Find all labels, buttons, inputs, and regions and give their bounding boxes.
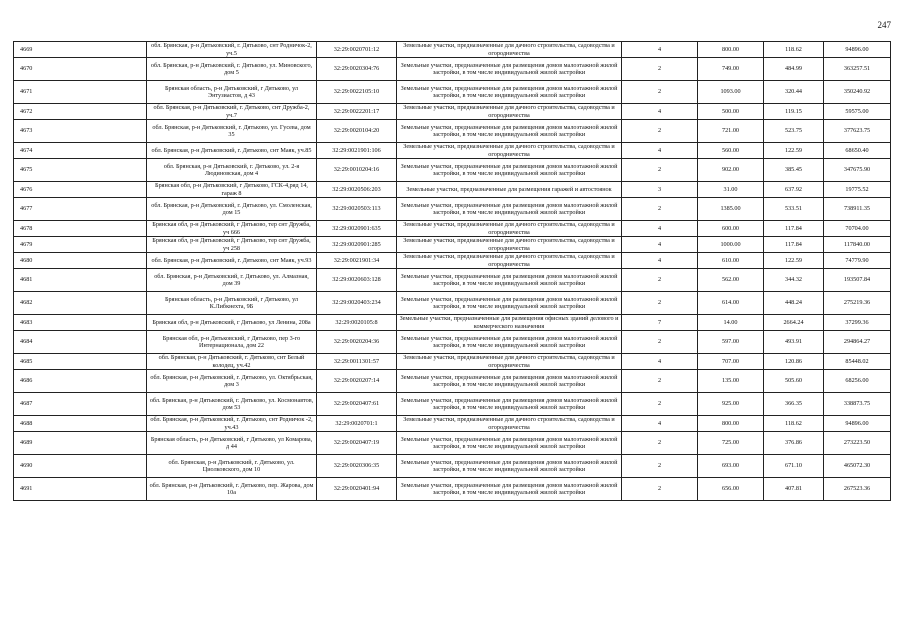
cadastral-value-cell: 267523.36 — [824, 478, 891, 501]
row-number: 4680 — [14, 253, 147, 269]
address-cell: обл. Брянская, р-н Дятьковский, г. Дятьково, ул. Октябрьская, дом 3 — [147, 370, 317, 393]
area-cell: 1093.00 — [698, 81, 764, 104]
table-row — [14, 143, 891, 159]
cadastral-value-cell: 350240.92 — [824, 81, 891, 104]
cadastral-number-cell: 32:29:0020503:113 — [317, 198, 397, 221]
table-row — [14, 159, 891, 182]
cadastral-value-cell: 94896.00 — [824, 416, 891, 432]
table-row — [14, 354, 891, 370]
area-cell: 1385.00 — [698, 198, 764, 221]
address-cell: обл. Брянская, р-н Дятьковский, г. Дятьково, снт Маяк, уч.93 — [147, 253, 317, 269]
cadastral-number-cell: 32:29:0020105:8 — [317, 315, 397, 331]
cadastral-value-cell: 70704.00 — [824, 221, 891, 237]
cadastral-value-cell: 294864.27 — [824, 331, 891, 354]
area-cell: 725.00 — [698, 432, 764, 455]
land-use-cell: Земельные участки, предназначенные для размещения домов малоэтажной жилой застройки, в том числе индивидуальной жилой застройки — [397, 370, 622, 393]
cadastral-value-cell: 74779.90 — [824, 253, 891, 269]
cadastral-value-cell: 465072.30 — [824, 455, 891, 478]
row-number: 4678 — [14, 221, 147, 237]
unit-value-cell: 376.86 — [764, 432, 824, 455]
land-use-cell: Земельные участки, предназначенные для размещения домов малоэтажной жилой застройки, в том числе индивидуальной жилой застройки — [397, 393, 622, 416]
unit-value-cell: 637.92 — [764, 182, 824, 198]
address-cell: обл. Брянская, р-н Дятьковский, г. Дятьково, ул. Алмазная, дом 39 — [147, 269, 317, 292]
row-number: 4675 — [14, 159, 147, 182]
group-cell: 7 — [622, 315, 698, 331]
address-cell: обл. Брянская, р-н Дятьковский, г. Дятьково, снт Родничок -2, уч.43 — [147, 416, 317, 432]
land-use-cell: Земельные участки, предназначенные для размещения офисных зданий делового и коммерческого назначения — [397, 315, 622, 331]
unit-value-cell: 2664.24 — [764, 315, 824, 331]
land-use-cell: Земельные участки, предназначенные для размещения домов малоэтажной жилой застройки, в том числе индивидуальной жилой застройки — [397, 269, 622, 292]
address-cell: обл. Брянская, р-н Дятьковский, г. Дятьково, снт Белый колодец, уч.42 — [147, 354, 317, 370]
table-row — [14, 292, 891, 315]
area-cell: 610.00 — [698, 253, 764, 269]
unit-value-cell: 407.81 — [764, 478, 824, 501]
table-row — [14, 42, 891, 58]
row-number: 4683 — [14, 315, 147, 331]
area-cell: 560.00 — [698, 143, 764, 159]
cadastral-number-cell: 32:29:0020401:94 — [317, 478, 397, 501]
group-cell: 3 — [622, 182, 698, 198]
address-cell: Брянская область, р-н Дятьковский, г Дятьково, ул Энтузиастов, д 43 — [147, 81, 317, 104]
land-use-cell: Земельные участки, предназначенные для дачного строительства, садоводства и огородничества — [397, 143, 622, 159]
table-row — [14, 58, 891, 81]
land-use-cell: Земельные участки, предназначенные для размещения домов малоэтажной жилой застройки, в том числе индивидуальной жилой застройки — [397, 478, 622, 501]
table-row — [14, 104, 891, 120]
row-number: 4673 — [14, 120, 147, 143]
cadastral-value-cell: 59575.00 — [824, 104, 891, 120]
row-number: 4689 — [14, 432, 147, 455]
page-number: 247 — [877, 20, 891, 30]
cadastral-value-cell: 275219.36 — [824, 292, 891, 315]
area-cell: 693.00 — [698, 455, 764, 478]
group-cell: 4 — [622, 143, 698, 159]
cadastral-value-cell: 273223.50 — [824, 432, 891, 455]
land-use-cell: Земельные участки, предназначенные для размещения домов малоэтажной жилой застройки, в том числе индивидуальной жилой застройки — [397, 292, 622, 315]
area-cell: 614.00 — [698, 292, 764, 315]
address-cell: обл. Брянская, р-н Дятьковский, г. Дятьково, ул. Миновского, дом 5 — [147, 58, 317, 81]
area-cell: 597.00 — [698, 331, 764, 354]
cadastral-number-cell: 32:29:0020603:128 — [317, 269, 397, 292]
table-row — [14, 432, 891, 455]
cadastral-value-cell: 117840.00 — [824, 237, 891, 253]
land-use-cell: Земельные участки, предназначенные для дачного строительства, садоводства и огородничества — [397, 104, 622, 120]
row-number: 4682 — [14, 292, 147, 315]
row-number: 4685 — [14, 354, 147, 370]
cadastral-value-cell: 68650.40 — [824, 143, 891, 159]
row-number: 4672 — [14, 104, 147, 120]
cadastral-value-cell: 738911.35 — [824, 198, 891, 221]
address-cell: обл. Брянская, р-н Дятьковский, г. Дятьково, пер. Жарова, дом 10а — [147, 478, 317, 501]
cadastral-number-cell: 32:29:0020901:285 — [317, 237, 397, 253]
area-cell: 656.00 — [698, 478, 764, 501]
unit-value-cell: 505.60 — [764, 370, 824, 393]
land-use-cell: Земельные участки, предназначенные для размещения домов малоэтажной жилой застройки, в том числе индивидуальной жилой застройки — [397, 455, 622, 478]
cadastral-number-cell: 32:29:0022105:10 — [317, 81, 397, 104]
row-number: 4676 — [14, 182, 147, 198]
unit-value-cell: 117.84 — [764, 237, 824, 253]
group-cell: 4 — [622, 104, 698, 120]
cadastral-number-cell: 32:29:0020304:76 — [317, 58, 397, 81]
land-use-cell: Земельные участки, предназначенные для размещения гаражей и автостоянок — [397, 182, 622, 198]
group-cell: 2 — [622, 120, 698, 143]
cadastral-value-cell: 85448.02 — [824, 354, 891, 370]
row-number: 4677 — [14, 198, 147, 221]
table-row — [14, 198, 891, 221]
area-cell: 31.00 — [698, 182, 764, 198]
area-cell: 925.00 — [698, 393, 764, 416]
table-row — [14, 182, 891, 198]
area-cell: 707.00 — [698, 354, 764, 370]
land-use-cell: Земельные участки, предназначенные для дачного строительства, садоводства и огородничества — [397, 253, 622, 269]
area-cell: 1000.00 — [698, 237, 764, 253]
area-cell: 800.00 — [698, 42, 764, 58]
group-cell: 4 — [622, 354, 698, 370]
land-use-cell: Земельные участки, предназначенные для дачного строительства, садоводства и огородничества — [397, 354, 622, 370]
row-number: 4686 — [14, 370, 147, 393]
unit-value-cell: 119.15 — [764, 104, 824, 120]
group-cell: 2 — [622, 269, 698, 292]
address-cell: обл. Брянская, р-н Дятьковский, г. Дятьково, ул. Смоленская, дом 15 — [147, 198, 317, 221]
address-cell: Брянская область, р-н Дятьковский, г Дятьково, ул К.Либкнехта, 9Б — [147, 292, 317, 315]
cadastral-number-cell: 32:29:0021901:106 — [317, 143, 397, 159]
cadastral-number-cell: 32:29:0020204:36 — [317, 331, 397, 354]
table-row — [14, 455, 891, 478]
unit-value-cell: 484.99 — [764, 58, 824, 81]
address-cell: обл. Брянская, р-н Дятьковский, г. Дятьково, ул. Гусева, дом 35 — [147, 120, 317, 143]
table-row — [14, 237, 891, 253]
group-cell: 2 — [622, 432, 698, 455]
cadastral-number-cell: 32:29:0020403:234 — [317, 292, 397, 315]
land-use-cell: Земельные участки, предназначенные для размещения домов малоэтажной жилой застройки, в том числе индивидуальной жилой застройки — [397, 120, 622, 143]
cadastral-number-cell: 32:29:0022201:17 — [317, 104, 397, 120]
land-use-cell: Земельные участки, предназначенные для размещения домов малоэтажной жилой застройки, в том числе индивидуальной жилой застройки — [397, 159, 622, 182]
group-cell: 4 — [622, 253, 698, 269]
table-row — [14, 331, 891, 354]
cadastral-value-cell: 338873.75 — [824, 393, 891, 416]
land-use-cell: Земельные участки, предназначенные для размещения домов малоэтажной жилой застройки, в том числе индивидуальной жилой застройки — [397, 331, 622, 354]
group-cell: 4 — [622, 416, 698, 432]
cadastral-value-cell: 68256.00 — [824, 370, 891, 393]
group-cell: 4 — [622, 237, 698, 253]
unit-value-cell: 122.59 — [764, 143, 824, 159]
area-cell: 135.00 — [698, 370, 764, 393]
address-cell: Брянская область, р-н Дятьковский, г Дятьково, ул Комарова, д 44 — [147, 432, 317, 455]
unit-value-cell: 120.86 — [764, 354, 824, 370]
table-row — [14, 315, 891, 331]
address-cell: обл. Брянская, р-н Дятьковский, г. Дятьково, ул. Космонавтов, дом 53 — [147, 393, 317, 416]
cadastral-number-cell: 32:29:0010204:16 — [317, 159, 397, 182]
unit-value-cell: 533.51 — [764, 198, 824, 221]
unit-value-cell: 448.24 — [764, 292, 824, 315]
row-number: 4674 — [14, 143, 147, 159]
address-cell: Брянская обл, р-н Дятьковский, г Дятьково, ГСК-4,ряд 14, гараж 8 — [147, 182, 317, 198]
address-cell: Брянская обл, р-н Дятьковский, г Дятьково, пер 3-го Интернационала, дом 22 — [147, 331, 317, 354]
table-row — [14, 393, 891, 416]
unit-value-cell: 118.62 — [764, 416, 824, 432]
table-row — [14, 269, 891, 292]
land-use-cell: Земельные участки, предназначенные для размещения домов малоэтажной жилой застройки, в том числе индивидуальной жилой застройки — [397, 58, 622, 81]
cadastral-number-cell: 32:29:0011301:57 — [317, 354, 397, 370]
cadastral-number-cell: 32:29:0020407:19 — [317, 432, 397, 455]
address-cell: Брянская обл, р-н Дятьковский, г Дятьково, тер снт Дружба, уч 666 — [147, 221, 317, 237]
cadastral-number-cell: 32:29:0020306:35 — [317, 455, 397, 478]
group-cell: 2 — [622, 58, 698, 81]
cadastral-value-cell: 347675.90 — [824, 159, 891, 182]
cadastral-number-cell: 32:29:0020506:203 — [317, 182, 397, 198]
row-number: 4671 — [14, 81, 147, 104]
address-cell: обл. Брянская, р-н Дятьковский, г. Дятьково, ул. 2-я Людиновская, дом 4 — [147, 159, 317, 182]
group-cell: 2 — [622, 292, 698, 315]
land-use-cell: Земельные участки, предназначенные для дачного строительства, садоводства и огородничества — [397, 416, 622, 432]
area-cell: 14.00 — [698, 315, 764, 331]
cadastral-value-cell: 377623.75 — [824, 120, 891, 143]
land-use-cell: Земельные участки, предназначенные для дачного строительства, садоводства и огородничества — [397, 237, 622, 253]
group-cell: 2 — [622, 198, 698, 221]
unit-value-cell: 523.75 — [764, 120, 824, 143]
group-cell: 4 — [622, 42, 698, 58]
cadastral-number-cell: 32:29:0020207:14 — [317, 370, 397, 393]
table-row — [14, 120, 891, 143]
area-cell: 902.00 — [698, 159, 764, 182]
unit-value-cell: 320.44 — [764, 81, 824, 104]
address-cell: обл. Брянская, р-н Дятьковский, г. Дятьково, снт Дружба-2, уч.7 — [147, 104, 317, 120]
row-number: 4669 — [14, 42, 147, 58]
address-cell: Брянская обл, р-н Дятьковский, г Дятьково, ул Ленина, 208а — [147, 315, 317, 331]
land-use-cell: Земельные участки, предназначенные для дачного строительства, садоводства и огородничества — [397, 221, 622, 237]
table-row — [14, 416, 891, 432]
address-cell: обл. Брянская, р-н Дятьковский, г. Дятьково, снт Маяк, уч.85 — [147, 143, 317, 159]
area-cell: 749.00 — [698, 58, 764, 81]
area-cell: 800.00 — [698, 416, 764, 432]
row-number: 4687 — [14, 393, 147, 416]
land-use-cell: Земельные участки, предназначенные для дачного строительства, садоводства и огородничества — [397, 42, 622, 58]
cadastral-value-cell: 19775.52 — [824, 182, 891, 198]
unit-value-cell: 117.84 — [764, 221, 824, 237]
row-number: 4679 — [14, 237, 147, 253]
unit-value-cell: 344.32 — [764, 269, 824, 292]
area-cell: 721.00 — [698, 120, 764, 143]
address-cell: обл. Брянская, р-н Дятьковский, г. Дятьково, ул. Циолковского, дом 10 — [147, 455, 317, 478]
address-cell: Брянская обл, р-н Дятьковский, г Дятьково, тер снт Дружба, уч 258 — [147, 237, 317, 253]
table-body — [14, 42, 891, 501]
cadastral-value-cell: 363257.51 — [824, 58, 891, 81]
unit-value-cell: 118.62 — [764, 42, 824, 58]
table-row — [14, 478, 891, 501]
cadastral-value-cell: 37299.36 — [824, 315, 891, 331]
cadastral-number-cell: 32:29:0020901:635 — [317, 221, 397, 237]
cadastral-value-cell: 193507.84 — [824, 269, 891, 292]
area-cell: 562.00 — [698, 269, 764, 292]
unit-value-cell: 493.91 — [764, 331, 824, 354]
row-number: 4684 — [14, 331, 147, 354]
cadastral-number-cell: 32:29:0021901:34 — [317, 253, 397, 269]
row-number: 4681 — [14, 269, 147, 292]
group-cell: 2 — [622, 370, 698, 393]
group-cell: 4 — [622, 221, 698, 237]
group-cell: 2 — [622, 478, 698, 501]
address-cell: обл. Брянская, р-н Дятьковский, г. Дятьково, снт Родничок-2, уч.5 — [147, 42, 317, 58]
row-number: 4688 — [14, 416, 147, 432]
group-cell: 2 — [622, 393, 698, 416]
table-row — [14, 253, 891, 269]
table-row — [14, 81, 891, 104]
group-cell: 2 — [622, 331, 698, 354]
unit-value-cell: 366.35 — [764, 393, 824, 416]
land-use-cell: Земельные участки, предназначенные для размещения домов малоэтажной жилой застройки, в том числе индивидуальной жилой застройки — [397, 432, 622, 455]
area-cell: 600.00 — [698, 221, 764, 237]
unit-value-cell: 122.59 — [764, 253, 824, 269]
group-cell: 2 — [622, 81, 698, 104]
cadastral-number-cell: 32:29:0020104:20 — [317, 120, 397, 143]
group-cell: 2 — [622, 159, 698, 182]
cadastral-number-cell: 32:29:0020407:61 — [317, 393, 397, 416]
row-number: 4691 — [14, 478, 147, 501]
land-use-cell: Земельные участки, предназначенные для размещения домов малоэтажной жилой застройки, в том числе индивидуальной жилой застройки — [397, 81, 622, 104]
land-use-cell: Земельные участки, предназначенные для размещения домов малоэтажной жилой застройки, в том числе индивидуальной жилой застройки — [397, 198, 622, 221]
table-row — [14, 370, 891, 393]
group-cell: 2 — [622, 455, 698, 478]
cadastral-value-cell: 94896.00 — [824, 42, 891, 58]
area-cell: 500.00 — [698, 104, 764, 120]
cadastral-number-cell: 32:29:0020701:1 — [317, 416, 397, 432]
unit-value-cell: 671.10 — [764, 455, 824, 478]
table-row — [14, 221, 891, 237]
land-registry-table — [13, 41, 891, 501]
unit-value-cell: 385.45 — [764, 159, 824, 182]
cadastral-number-cell: 32:29:0020701:12 — [317, 42, 397, 58]
row-number: 4690 — [14, 455, 147, 478]
row-number: 4670 — [14, 58, 147, 81]
